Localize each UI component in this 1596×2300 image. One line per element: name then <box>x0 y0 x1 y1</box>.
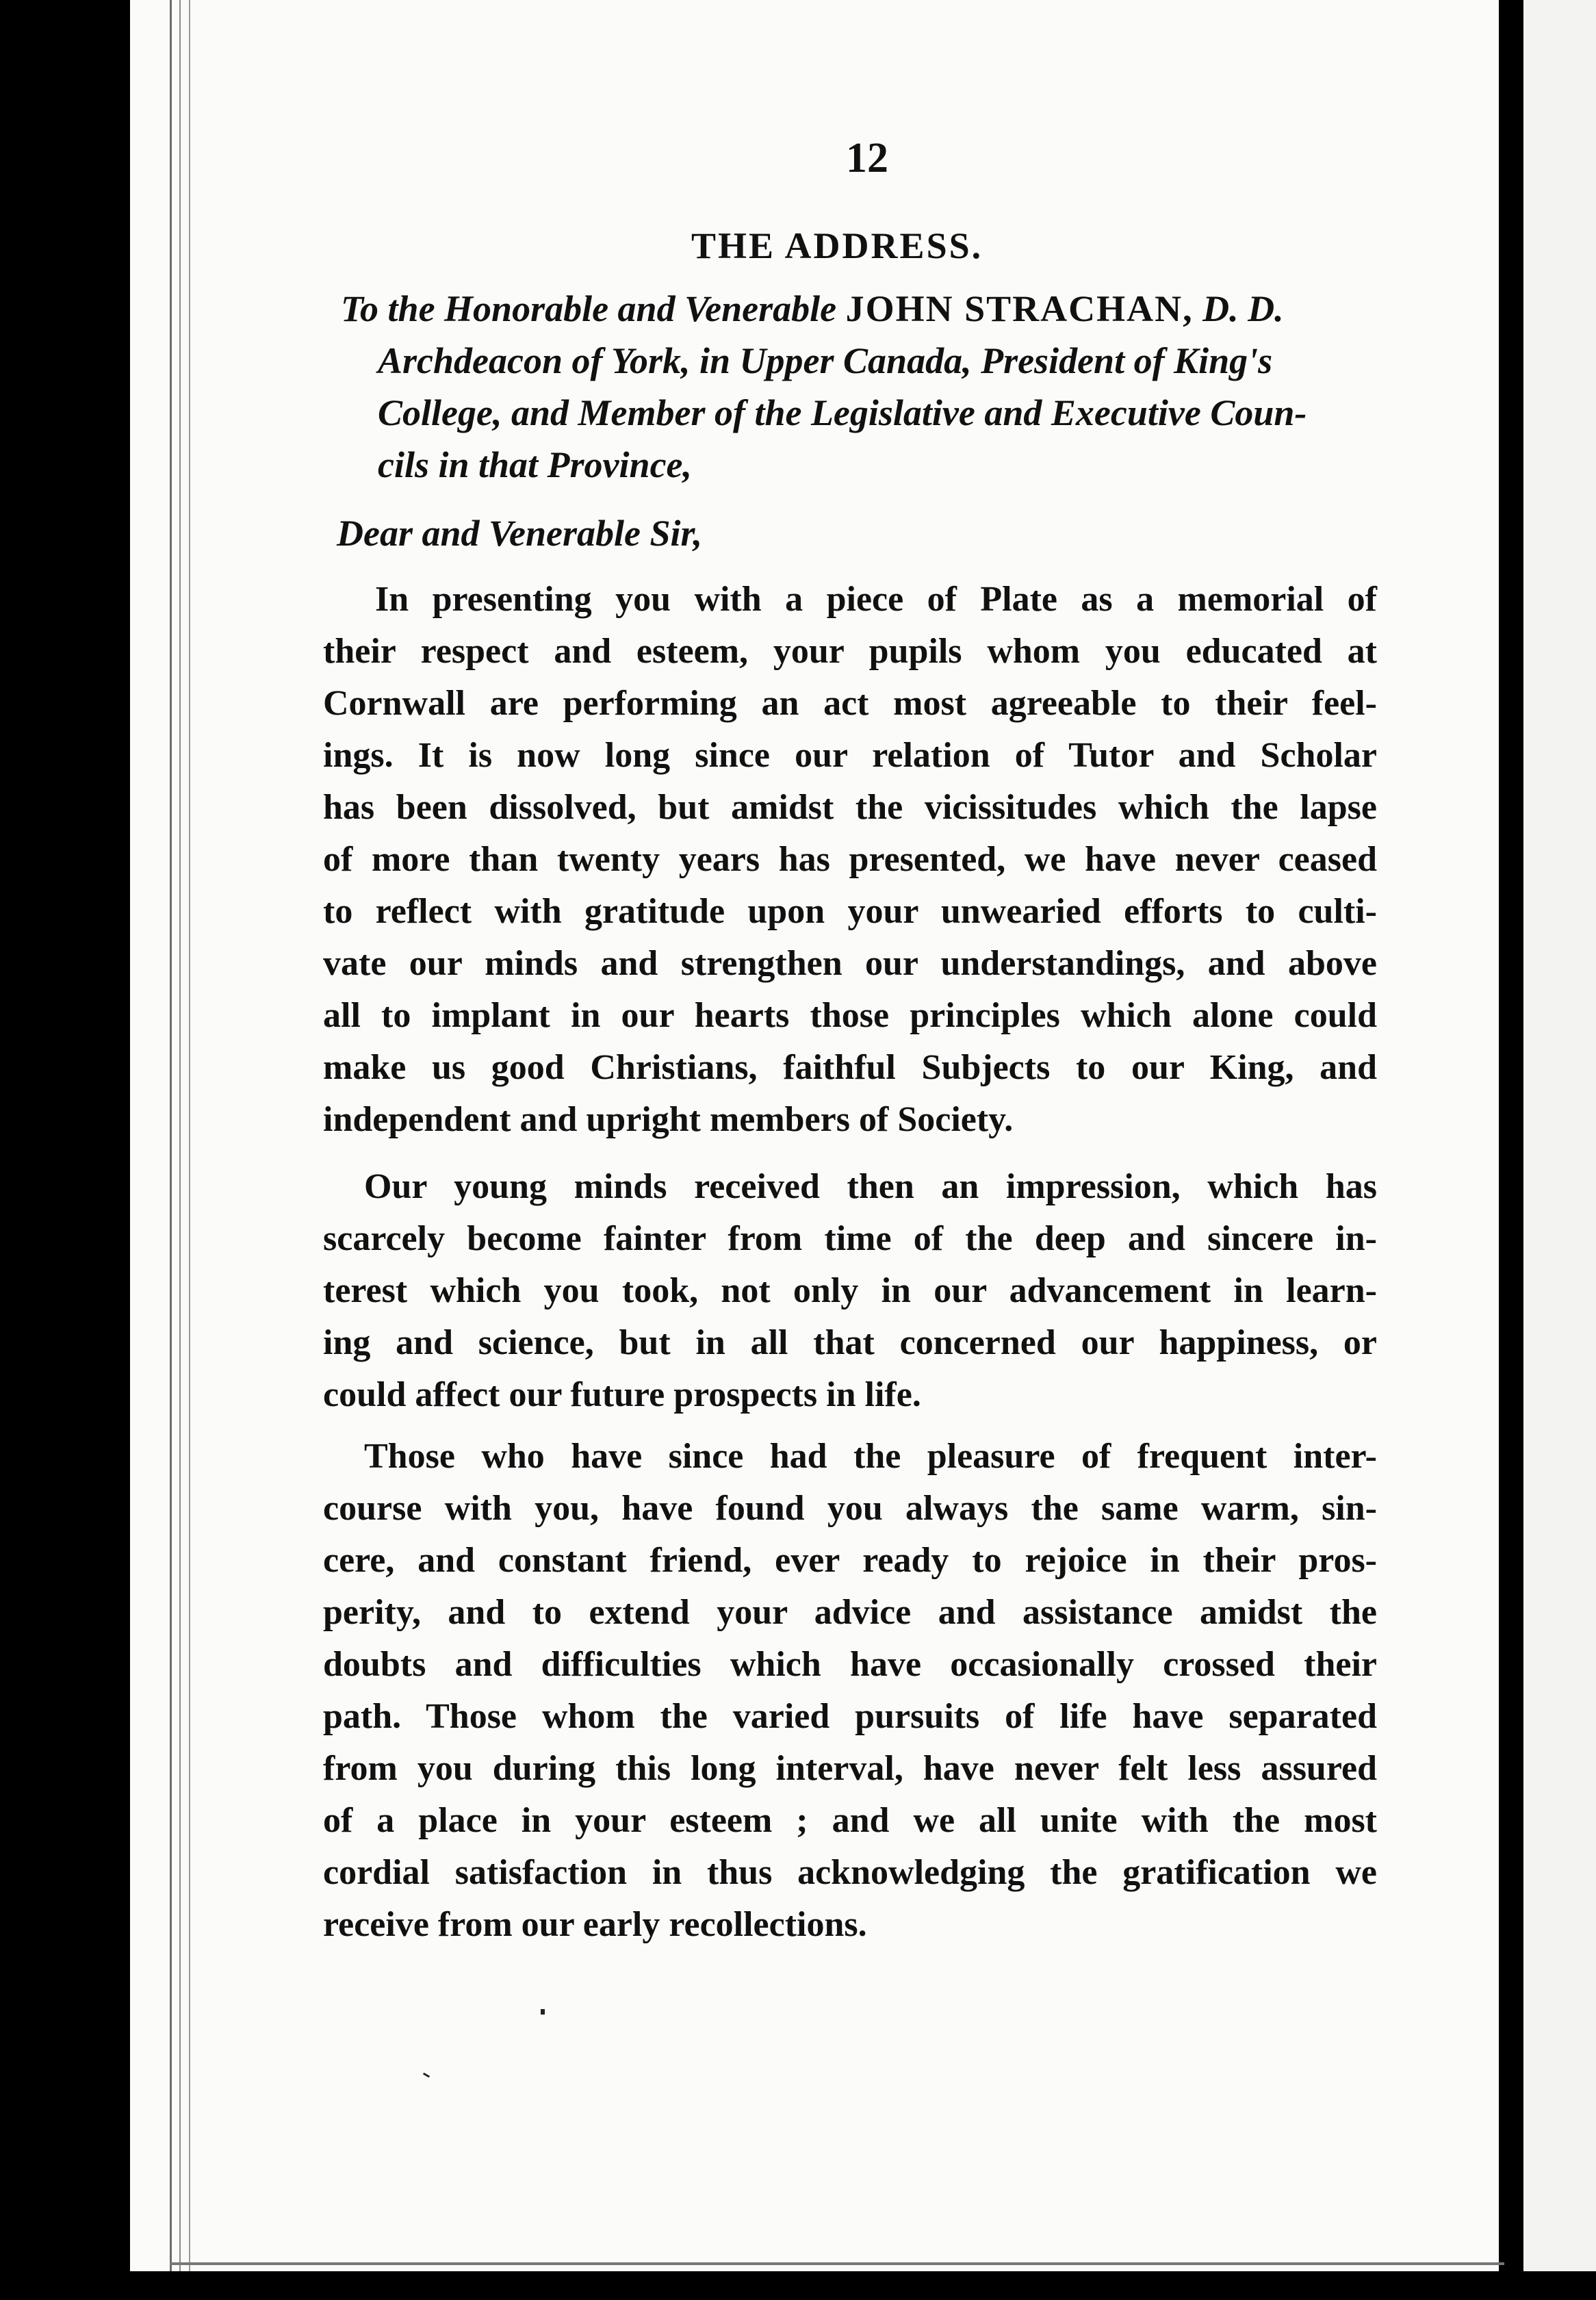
body-line: terest which you took, not only in our advancement in learn- <box>323 1271 1377 1310</box>
body-line: from you during this long interval, have never felt less assured <box>323 1749 1377 1788</box>
body-line: their respect and esteem, your pupils whom you educated at <box>323 632 1377 671</box>
body-line: cordial satisfaction in thus acknowledging the gratification we <box>323 1853 1377 1892</box>
address-line: College, and Member of the Legislative and Executive Coun- <box>378 392 1307 433</box>
body-line: doubts and difficulties which have occasionally crossed their <box>323 1645 1377 1684</box>
body-line: ings. It is now long since our relation of Tutor and Scholar <box>323 736 1377 775</box>
page-title: THE ADDRESS. <box>691 225 983 266</box>
body-line: vate our minds and strengthen our understandings, and above <box>323 944 1377 983</box>
body-line: cere, and constant friend, ever ready to rejoice in their pros- <box>323 1541 1377 1580</box>
body-line: course with you, have found you always the same warm, sin- <box>323 1489 1377 1528</box>
salutation: Dear and Venerable Sir, <box>337 513 703 554</box>
body-line: to reflect with gratitude upon your unwearied efforts to culti- <box>323 892 1377 931</box>
body-line: all to implant in our hearts those principles which alone could <box>323 996 1377 1035</box>
address-degree: D. D. <box>1202 288 1284 329</box>
body-line: Those who have since had the pleasure of frequent inter- <box>364 1437 1377 1476</box>
body-line: make us good Christians, faithful Subjects to our King, and <box>323 1048 1377 1087</box>
address-line: cils in that Province, <box>378 444 692 485</box>
body-line: of a place in your esteem ; and we all unite with the most <box>323 1801 1377 1840</box>
body-line: could affect our future prospects in life. <box>323 1375 921 1414</box>
body-line: Cornwall are performing an act most agreeable to their feel- <box>323 684 1377 723</box>
facing-page-edge <box>1523 0 1596 2300</box>
body-line: independent and upright members of Society. <box>323 1100 1014 1139</box>
gutter-rule <box>189 0 190 2300</box>
page-number: 12 <box>846 135 888 181</box>
body-line: scarcely become fainter from time of the deep and sincere in- <box>323 1219 1377 1258</box>
body-line: In presenting you with a piece of Plate as a memorial of <box>375 580 1377 619</box>
address-line <box>341 288 1284 330</box>
gutter-rule <box>170 0 172 2300</box>
ink-speck <box>541 2009 545 2015</box>
address-line: Archdeacon of York, in Upper Canada, President of King's <box>378 340 1273 381</box>
gutter-rule <box>179 0 181 2300</box>
body-line: ing and science, but in all that concerned our happiness, or <box>323 1323 1377 1362</box>
body-line: path. Those whom the varied pursuits of life have separated <box>323 1697 1377 1736</box>
address-line-1-prefix: To the Honorable and Venerable <box>341 288 837 329</box>
bottom-rule <box>170 2262 1504 2265</box>
body-line: Our young minds received then an impression, which has <box>364 1167 1377 1206</box>
body-line: perity, and to extend your advice and assistance amidst the <box>323 1593 1377 1632</box>
body-line: of more than twenty years has presented, we have never ceased <box>323 840 1377 879</box>
address-name: JOHN STRACHAN, <box>845 288 1194 329</box>
body-line: has been dissolved, but amidst the vicissitudes which the lapse <box>323 788 1377 827</box>
body-line: receive from our early recollections. <box>323 1905 867 1944</box>
bottom-shadow <box>0 2271 1596 2300</box>
